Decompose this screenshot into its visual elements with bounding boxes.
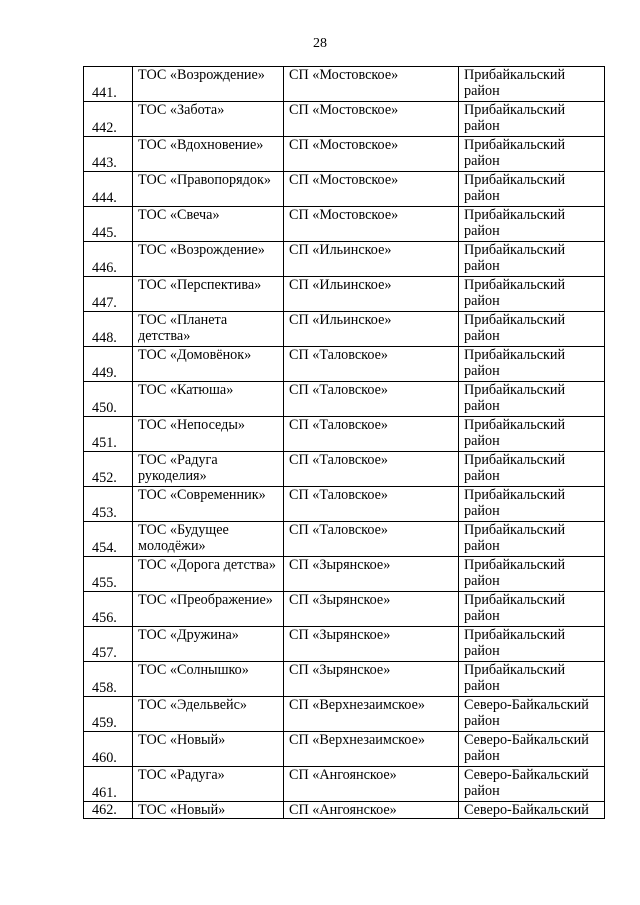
table-row [84,417,605,452]
table-row [84,347,605,382]
settlement-cell: СП «Зырянское» [284,627,459,662]
row-number-cell: 446. [84,242,133,277]
row-number-cell: 444. [84,172,133,207]
tos-name-cell: ТОС «Возрождение» [133,67,284,102]
district-cell: Прибайкальский район [459,242,605,277]
table-row [84,137,605,172]
row-number-cell: 443. [84,137,133,172]
tos-name-cell: ТОС «Непоседы» [133,417,284,452]
table-row [84,557,605,592]
district-cell: Прибайкальский район [459,417,605,452]
settlement-cell: СП «Ангоянское» [284,767,459,802]
settlement-cell: СП «Ильинское» [284,312,459,347]
table-row [84,487,605,522]
tos-name-cell: ТОС «Перспектива» [133,277,284,312]
table-row [84,522,605,557]
table-row [84,452,605,487]
row-number-cell: 455. [84,557,133,592]
tos-name-cell: ТОС «Современник» [133,487,284,522]
settlement-cell: СП «Таловское» [284,347,459,382]
tos-name-cell: ТОС «Домовёнок» [133,347,284,382]
settlement-cell: СП «Ильинское» [284,242,459,277]
tos-name-cell: ТОС «Планета детства» [133,312,284,347]
settlement-cell: СП «Мостовское» [284,102,459,137]
row-number-cell: 454. [84,522,133,557]
row-number-cell: 456. [84,592,133,627]
tos-name-cell: ТОС «Дружина» [133,627,284,662]
settlement-cell: СП «Мостовское» [284,207,459,242]
district-cell: Прибайкальский район [459,522,605,557]
row-number-cell: 441. [84,67,133,102]
settlement-cell: СП «Мостовское» [284,172,459,207]
row-number-cell: 460. [84,732,133,767]
settlement-cell: СП «Таловское» [284,382,459,417]
table-row [84,382,605,417]
tos-name-cell: ТОС «Новый» [133,802,284,819]
table-body [84,67,605,819]
district-cell: Прибайкальский район [459,382,605,417]
tos-name-cell: ТОС «Свеча» [133,207,284,242]
table-row [84,277,605,312]
tos-name-cell: ТОС «Возрождение» [133,242,284,277]
table-row [84,312,605,347]
district-cell: Северо-Байкальский [459,802,605,819]
district-cell: Прибайкальский район [459,207,605,242]
tos-name-cell: ТОС «Забота» [133,102,284,137]
table-row [84,592,605,627]
tos-name-cell: ТОС «Вдохновение» [133,137,284,172]
district-cell: Северо-Байкальский район [459,732,605,767]
table-row [84,802,605,819]
settlement-cell: СП «Верхнезаимское» [284,697,459,732]
district-cell: Прибайкальский район [459,347,605,382]
row-number-cell: 457. [84,627,133,662]
row-number-cell: 462. [84,802,133,819]
row-number-cell: 449. [84,347,133,382]
settlement-cell: СП «Мостовское» [284,67,459,102]
district-cell: Прибайкальский район [459,137,605,172]
table-row [84,67,605,102]
tos-name-cell: ТОС «Преображение» [133,592,284,627]
tos-name-cell: ТОС «Будущее молодёжи» [133,522,284,557]
district-cell: Прибайкальский район [459,172,605,207]
tos-registry-table [83,66,605,819]
row-number-cell: 452. [84,452,133,487]
row-number-cell: 451. [84,417,133,452]
table-row [84,242,605,277]
district-cell: Прибайкальский район [459,487,605,522]
page-number: 28 [313,36,327,51]
row-number-cell: 448. [84,312,133,347]
tos-name-cell: ТОС «Солнышко» [133,662,284,697]
tos-name-cell: ТОС «Катюша» [133,382,284,417]
table-row [84,172,605,207]
settlement-cell: СП «Зырянское» [284,592,459,627]
tos-name-cell: ТОС «Правопорядок» [133,172,284,207]
district-cell: Северо-Байкальский район [459,767,605,802]
tos-name-cell: ТОС «Новый» [133,732,284,767]
district-cell: Прибайкальский район [459,592,605,627]
tos-name-cell: ТОС «Эдельвейс» [133,697,284,732]
tos-name-cell: ТОС «Дорога детства» [133,557,284,592]
table-row [84,697,605,732]
row-number-cell: 461. [84,767,133,802]
row-number-cell: 450. [84,382,133,417]
row-number-cell: 447. [84,277,133,312]
settlement-cell: СП «Зырянское» [284,557,459,592]
settlement-cell: СП «Ангоянское» [284,802,459,819]
row-number-cell: 442. [84,102,133,137]
settlement-cell: СП «Зырянское» [284,662,459,697]
settlement-cell: СП «Мостовское» [284,137,459,172]
table-row [84,207,605,242]
settlement-cell: СП «Таловское» [284,487,459,522]
tos-name-cell: ТОС «Радуга» [133,767,284,802]
district-cell: Прибайкальский район [459,67,605,102]
table-row [84,102,605,137]
district-cell: Прибайкальский район [459,312,605,347]
district-cell: Прибайкальский район [459,627,605,662]
settlement-cell: СП «Верхнезаимское» [284,732,459,767]
row-number-cell: 458. [84,662,133,697]
district-cell: Прибайкальский район [459,557,605,592]
district-cell: Прибайкальский район [459,662,605,697]
row-number-cell: 459. [84,697,133,732]
settlement-cell: СП «Таловское» [284,417,459,452]
table-row [84,662,605,697]
settlement-cell: СП «Таловское» [284,452,459,487]
settlement-cell: СП «Таловское» [284,522,459,557]
row-number-cell: 453. [84,487,133,522]
district-cell: Прибайкальский район [459,102,605,137]
settlement-cell: СП «Ильинское» [284,277,459,312]
district-cell: Прибайкальский район [459,452,605,487]
district-cell: Северо-Байкальский район [459,697,605,732]
row-number-cell: 445. [84,207,133,242]
district-cell: Прибайкальский район [459,277,605,312]
table-row [84,732,605,767]
table-row [84,767,605,802]
table-row [84,627,605,662]
tos-name-cell: ТОС «Радуга рукоделия» [133,452,284,487]
